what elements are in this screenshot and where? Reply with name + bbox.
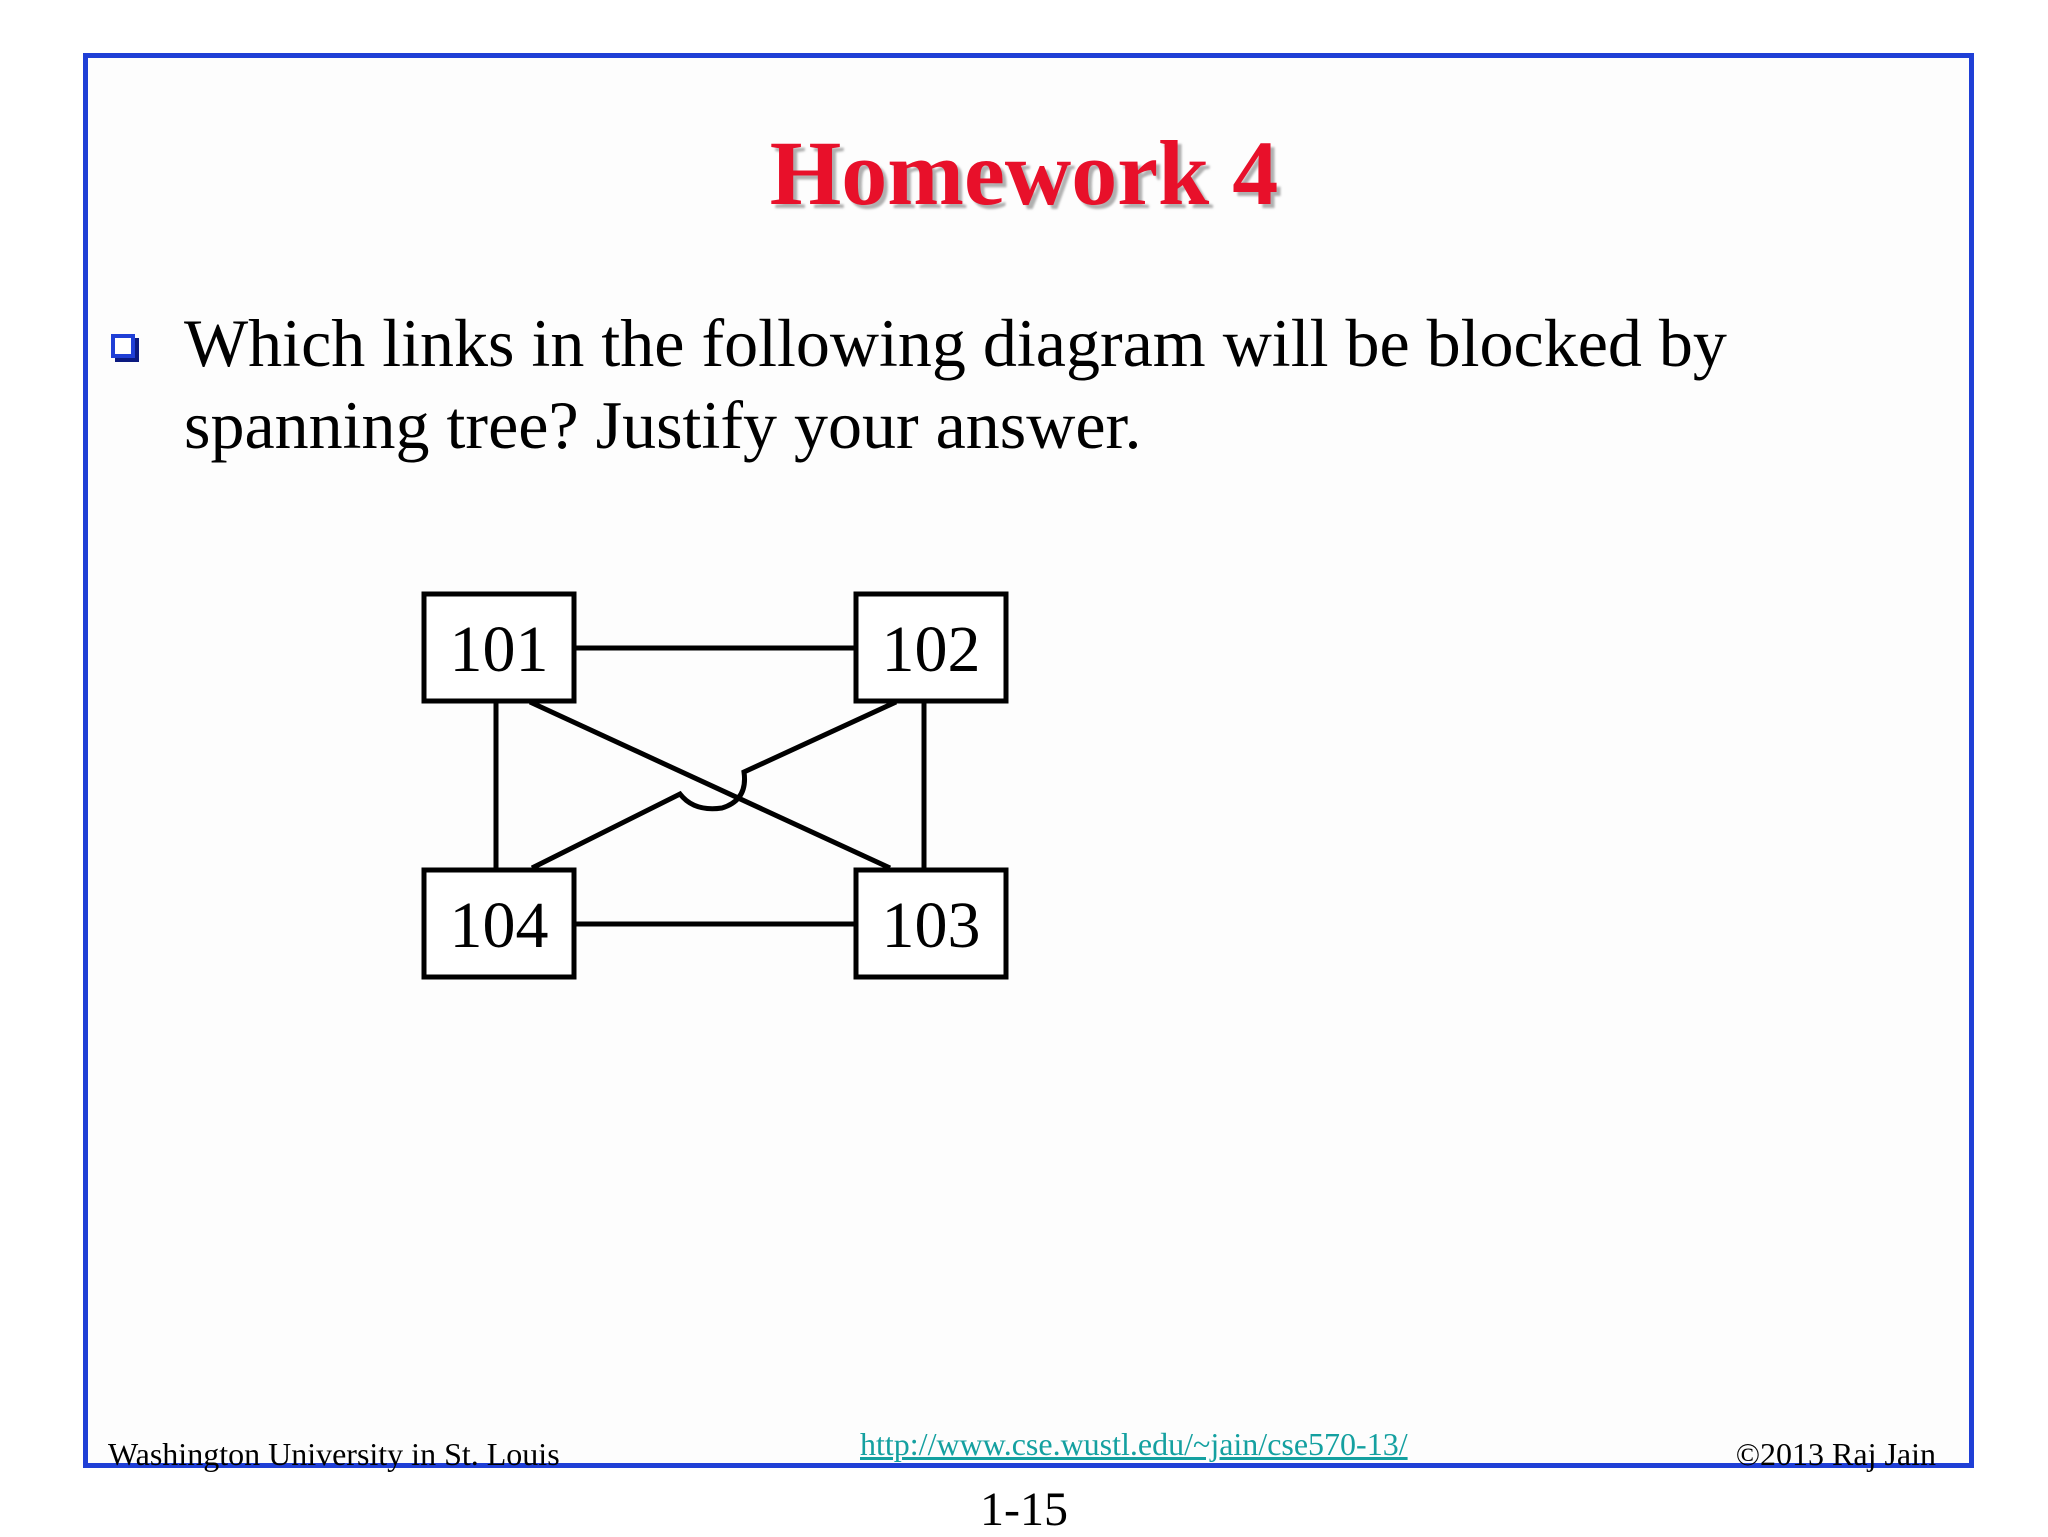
node-104 [424, 870, 574, 977]
node-104-label: 104 [449, 889, 549, 962]
footer-copyright: ©2013 Raj Jain [1735, 1436, 1936, 1472]
node-103-label: 103 [881, 889, 981, 962]
node-101 [424, 594, 574, 701]
course-url-link[interactable]: http://www.cse.wustl.edu/~jain/cse570-13/ [860, 1426, 1408, 1462]
footer-institution: Washington University in St. Louis [108, 1436, 560, 1472]
question-text: Which links in the following diagram will be blocked by spanning tree? Justify your answer. [184, 305, 1727, 463]
node-102-label: 102 [881, 613, 981, 686]
node-101-label: 101 [449, 613, 549, 686]
node-103 [856, 870, 1006, 977]
page-number: 1-15 [980, 1483, 1068, 1536]
slide-title: Homework 4 [769, 122, 1279, 224]
node-102 [856, 594, 1006, 701]
